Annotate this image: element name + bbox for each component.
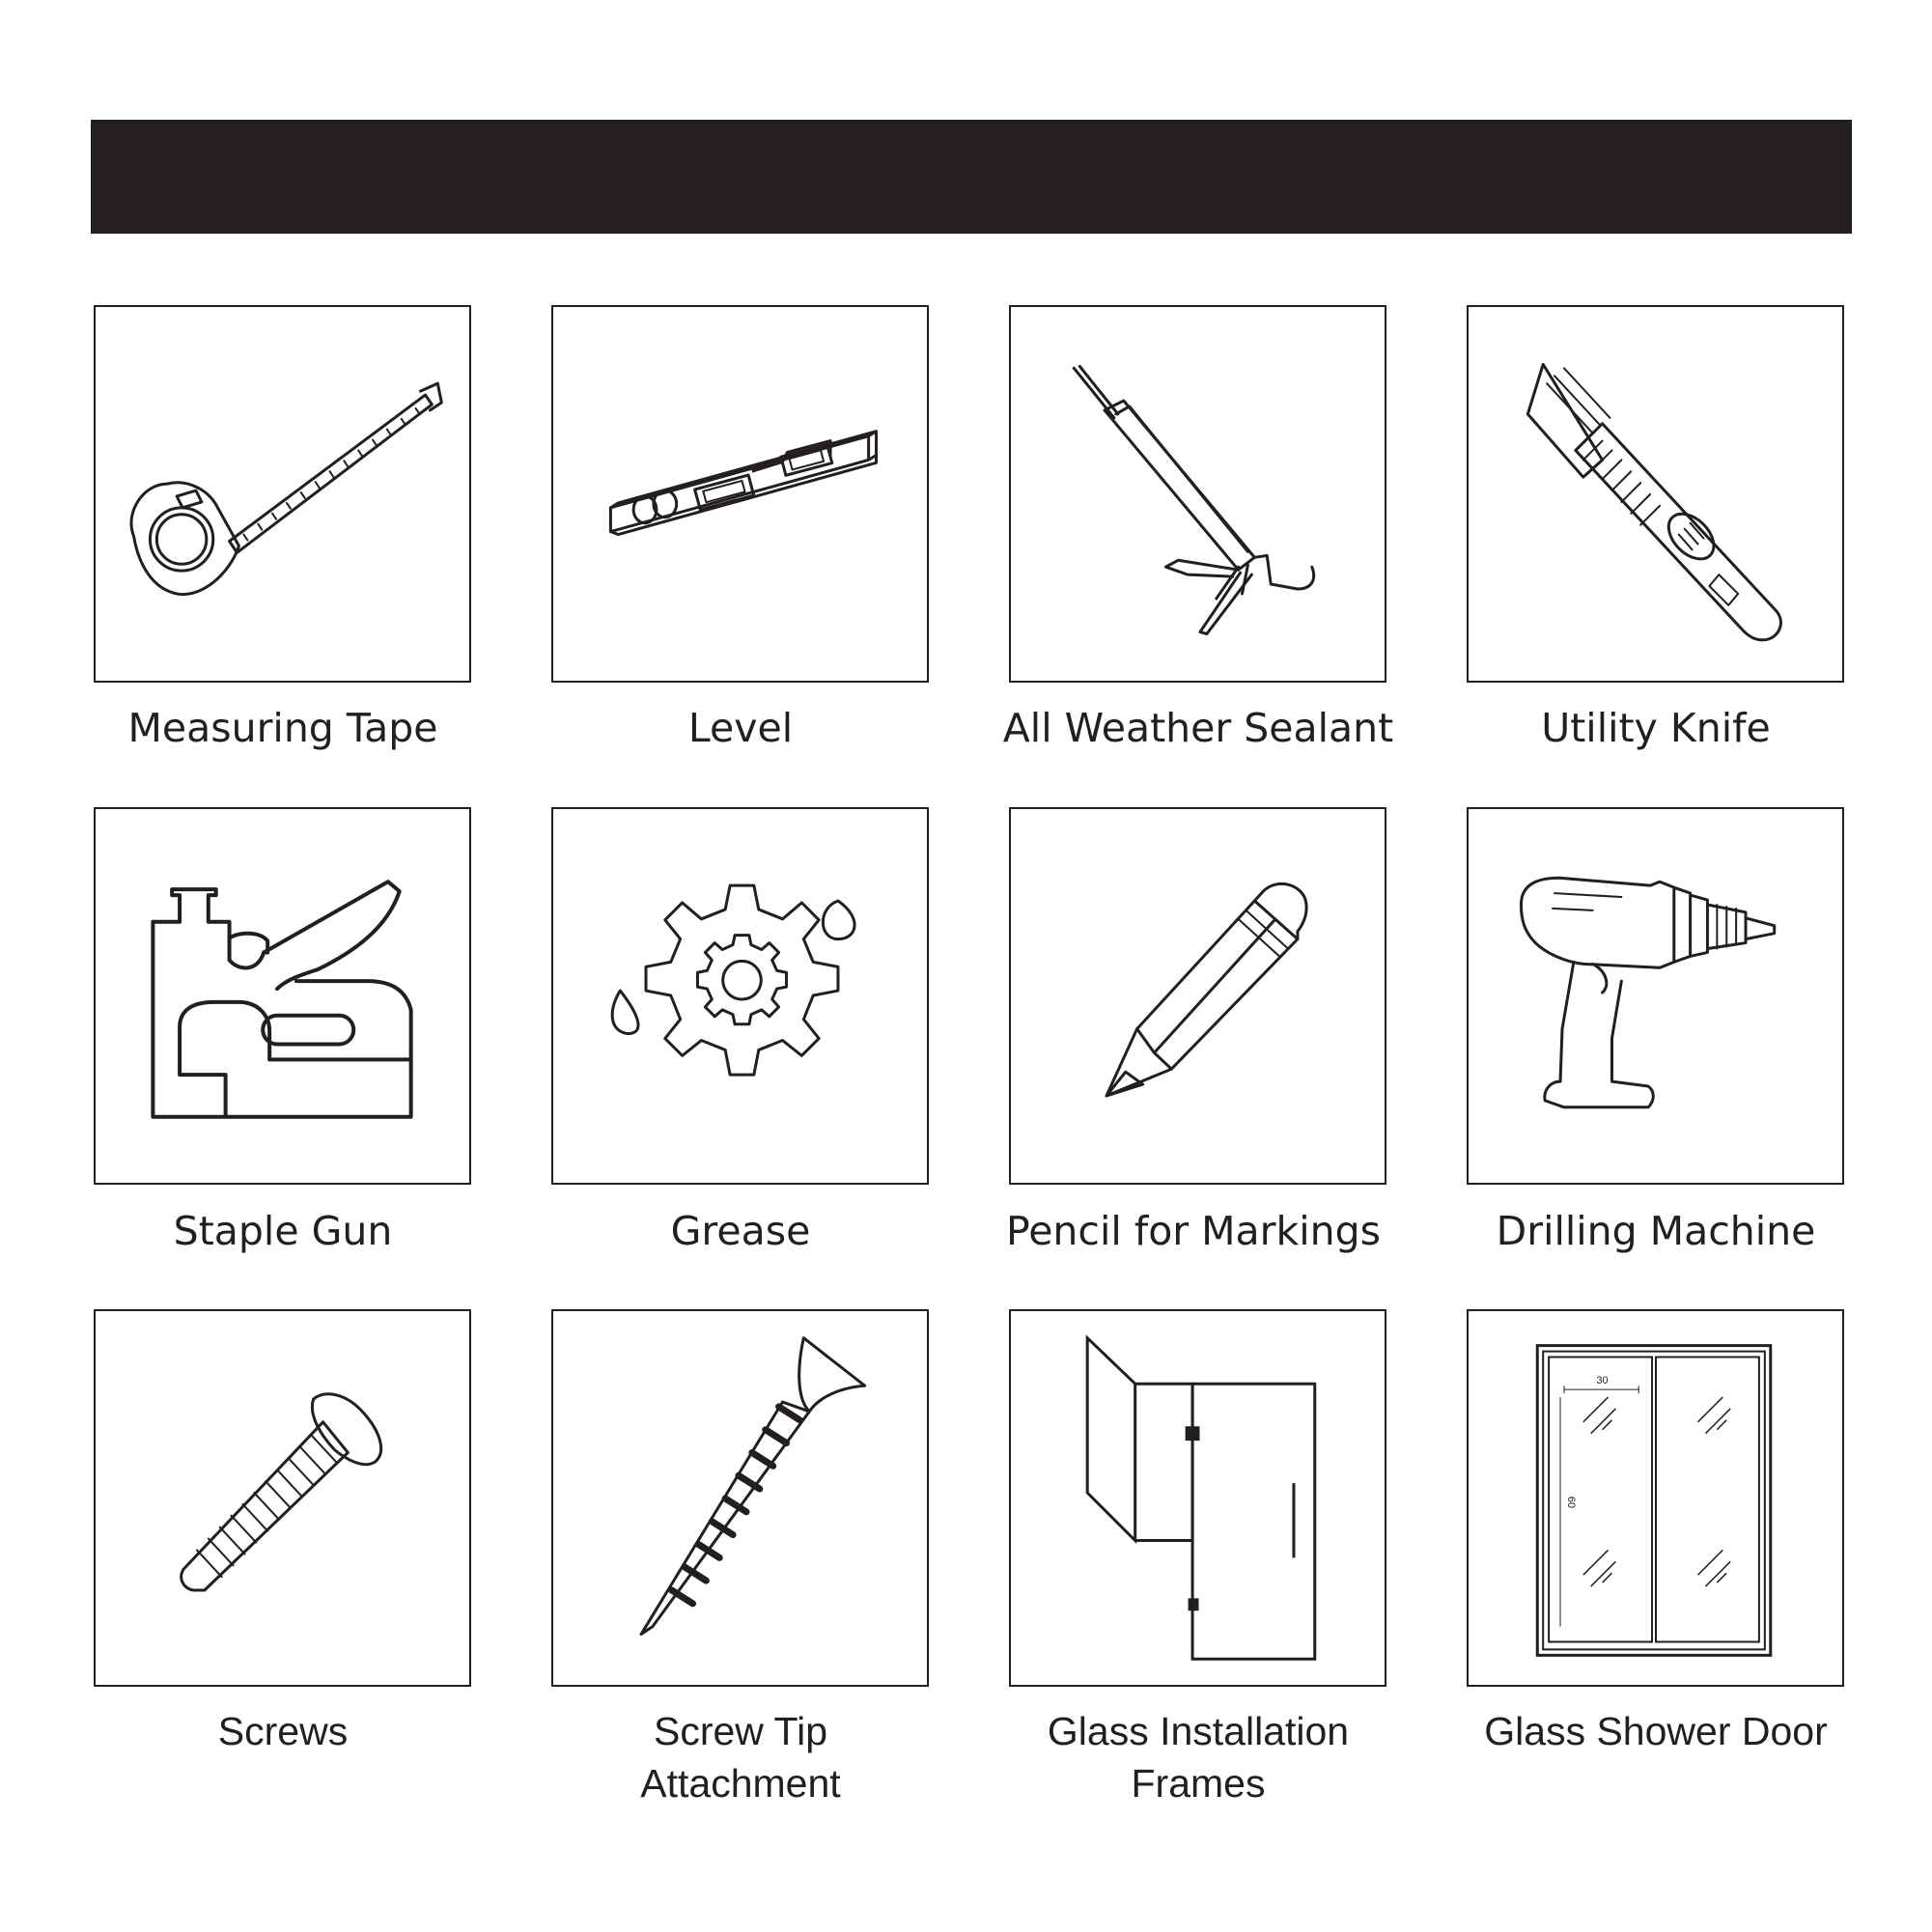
caulking-gun-icon [1011, 307, 1385, 681]
tile-level [551, 305, 929, 683]
header-banner [91, 120, 1852, 234]
tile-pencil [1009, 807, 1386, 1185]
tool-label-multiline [986, 1705, 1411, 1809]
drill-icon [1469, 809, 1842, 1183]
staple-gun-icon [96, 809, 469, 1183]
tool-label: Screws [217, 1709, 349, 1753]
tool-label: Grease [670, 1208, 811, 1254]
tool-label: All Weather Sealant [1002, 705, 1394, 751]
shower-door-icon [1469, 1311, 1842, 1685]
pencil-icon [1011, 809, 1385, 1183]
spirit-level-icon [553, 307, 927, 681]
tool-label: Staple Gun [173, 1208, 393, 1254]
tool-label: Drilling Machine [1496, 1208, 1816, 1254]
door-width-label: 30 [1596, 1375, 1609, 1387]
tool-label: Measuring Tape [127, 705, 438, 751]
tool-label: Pencil for Markings [1005, 1208, 1382, 1254]
glass-frame-icon [1011, 1311, 1385, 1685]
measuring-tape-icon [96, 307, 469, 681]
tile-drill [1467, 807, 1844, 1185]
tool-label-line2: Attachment [640, 1761, 841, 1806]
tool-label: Utility Knife [1541, 705, 1771, 751]
tool-label-line1: Glass Installation [1047, 1709, 1350, 1753]
tile-glass-frames [1009, 1309, 1386, 1687]
utility-knife-icon [1469, 307, 1842, 681]
door-height-label: 60 [1564, 1496, 1577, 1509]
bolt-icon [96, 1311, 469, 1685]
tile-caulking-gun [1009, 305, 1386, 683]
tool-label-multiline [528, 1705, 953, 1809]
screw-icon [553, 1311, 927, 1685]
tool-label-line1: Screw Tip [654, 1709, 827, 1753]
tile-measuring-tape [94, 305, 471, 683]
tool-label-line2: Frames [1131, 1761, 1266, 1806]
tile-screw-tip [551, 1309, 929, 1687]
tile-screws [94, 1309, 471, 1687]
tile-utility-knife [1467, 305, 1844, 683]
gear-grease-icon [553, 809, 927, 1183]
tile-shower-door [1467, 1309, 1844, 1687]
tile-grease [551, 807, 929, 1185]
tool-label: Glass Shower Door [1484, 1709, 1828, 1753]
tool-label: Level [687, 705, 794, 751]
tile-staple-gun [94, 807, 471, 1185]
